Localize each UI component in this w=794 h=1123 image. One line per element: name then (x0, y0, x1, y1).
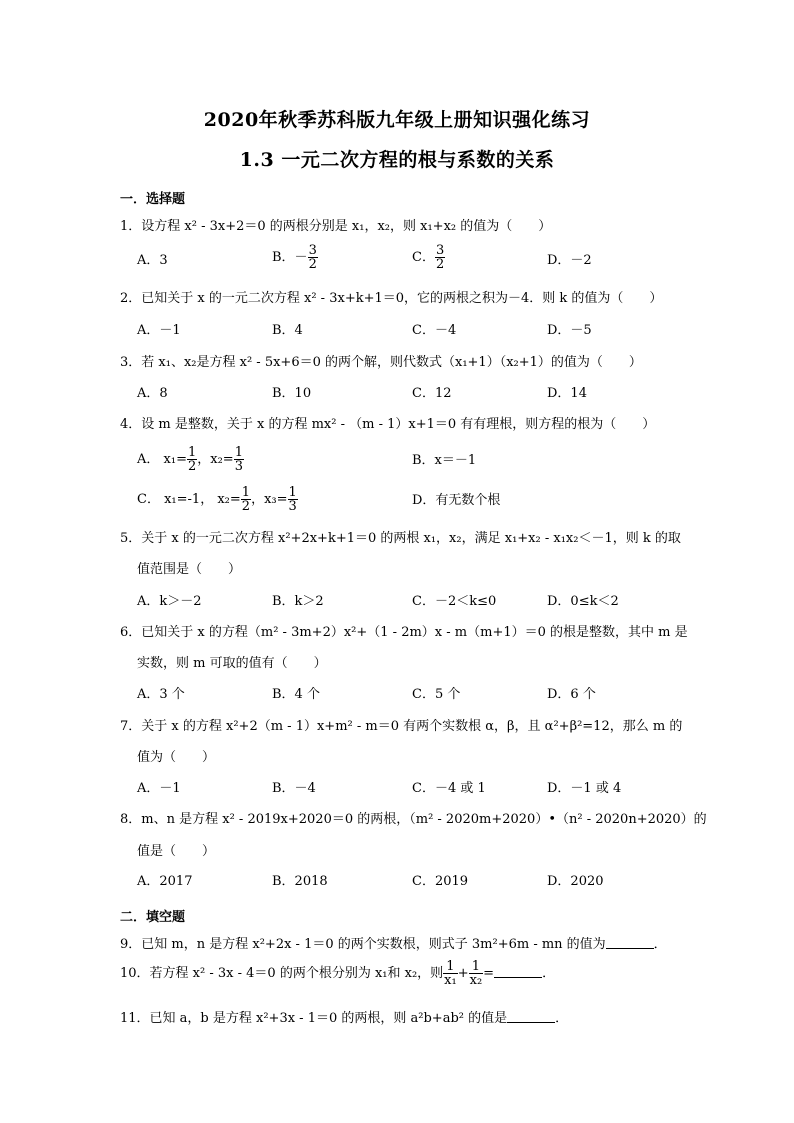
q4-option-c (137, 486, 298, 513)
q7-option-b: B．－4 (272, 781, 316, 796)
question-6-cont: 实数，则 m 可取的值有（ ） (137, 656, 327, 671)
q3-option-a: A．8 (137, 386, 168, 401)
question-3 (120, 354, 642, 372)
section-multiple-choice: 一．选择题 (120, 192, 186, 207)
q3-option-d: D．14 (547, 386, 587, 401)
root-label: x₂= (217, 492, 241, 507)
q4-option-b: B．x＝－1 (412, 453, 477, 468)
question-9 (120, 936, 667, 954)
plus-sign: + (457, 966, 469, 981)
question-number: 8． (120, 812, 142, 827)
option-label: C． (137, 492, 160, 507)
question-number: 11． (120, 1011, 150, 1026)
answer-blank[interactable] (606, 936, 654, 949)
q1-option-b (272, 244, 318, 271)
question-7 (120, 718, 682, 736)
question-number: 1． (120, 219, 142, 234)
question-number: 3． (120, 355, 142, 370)
question-number: 4． (120, 417, 142, 432)
q6-option-a: A．3 个 (137, 687, 185, 702)
q8-option-b: B．2018 (272, 874, 328, 889)
numerator: 1 (241, 485, 251, 500)
q8-option-c: C．2019 (412, 874, 469, 889)
numerator: 3 (308, 243, 317, 258)
question-number: 10． (120, 966, 150, 981)
numerator: 3 (435, 243, 445, 258)
fraction (187, 446, 197, 473)
numerator: 1 (187, 445, 197, 460)
denominator: 2 (241, 499, 251, 514)
q5-option-d: D．0≤k＜2 (547, 594, 619, 609)
question-text: 设 m 是整数，关于 x 的方程 mx² - （m - 1）x+1＝0 有有理根，则方程的根为（ ） (141, 417, 656, 432)
numerator: 1 (471, 959, 481, 974)
q2-option-a: A．－1 (137, 323, 181, 338)
question-text: 已知 m，n 是方程 x²+2x - 1＝0 的两个实数根，则式子 3m²+6m - mn 的值为 (141, 937, 606, 952)
numerator: 1 (446, 959, 455, 974)
question-7-cont: 值为（ ） (137, 750, 216, 765)
denominator: 3 (234, 459, 243, 474)
section-fill-blank: 二．填空题 (120, 910, 186, 925)
question-2 (120, 290, 662, 308)
denominator: 2 (435, 257, 445, 272)
page-subtitle: 1.3 一元二次方程的根与系数的关系 (239, 149, 555, 171)
question-number: 7． (120, 719, 142, 734)
page-title: 2020年秋季苏科版九年级上册知识强化练习 (203, 109, 591, 131)
q8-option-d: D．2020 (547, 874, 604, 889)
question-number: 9． (120, 937, 142, 952)
q2-option-d: D．－5 (547, 323, 592, 338)
q1-option-a: A．3 (137, 253, 168, 268)
q6-option-c: C．5 个 (412, 687, 461, 702)
question-10 (120, 960, 555, 987)
root-label: x₁=-1， (164, 492, 214, 507)
q5-option-b: B．k＞2 (272, 594, 324, 609)
q7-option-d: D．－1 或 4 (547, 781, 622, 796)
question-4 (120, 416, 655, 434)
q6-option-b: B．4 个 (272, 687, 320, 702)
q3-option-c: C．12 (412, 386, 452, 401)
q1-option-d: D．－2 (547, 253, 592, 268)
question-text-line1: 关于 x 的方程 x²+2（m - 1）x+m² - m＝0 有两个实数根 α，β，且 α²+β²=12，那么 m 的 (141, 719, 683, 734)
denominator: x₂ (469, 973, 483, 988)
fraction (241, 486, 251, 513)
denominator: x₁ (444, 973, 457, 988)
q2-option-b: B．4 (272, 323, 303, 338)
q1-option-c (412, 244, 445, 271)
question-text: 已知关于 x 的一元二次方程 x² - 3x+k+1＝0，它的两根之积为－4．则 k 的值为（ ） (141, 291, 663, 306)
question-text: 设方程 x² - 3x+2＝0 的两根分别是 x₁，x₂，则 x₁+x₂ 的值为（ ） (141, 219, 552, 234)
q7-option-a: A．－1 (137, 781, 181, 796)
q4-option-a (137, 446, 244, 473)
q5-option-a: A．k＞－2 (137, 594, 202, 609)
equals-sign: = (483, 966, 495, 981)
question-text: 若方程 x² - 3x - 4＝0 的两个根分别为 x₁和 x₂，则 (149, 966, 444, 981)
period: ． (653, 937, 667, 952)
fraction (443, 960, 458, 987)
answer-blank[interactable] (507, 1010, 555, 1023)
fraction (234, 446, 244, 473)
denominator: 3 (288, 499, 297, 514)
question-5-cont: 值范围是（ ） (137, 562, 242, 577)
question-1 (120, 218, 551, 236)
option-label: A． (137, 452, 160, 467)
question-6 (120, 624, 688, 642)
q2-option-c: C．－4 (412, 323, 457, 338)
question-text-line1: 已知关于 x 的方程（m² - 3m+2）x²+（1 - 2m）x - m（m+1）＝0 的根是整数，其中 m 是 (141, 625, 688, 640)
root-label: ，x₂= (197, 452, 234, 467)
q5-option-c: C．－2＜k≤0 (412, 594, 497, 609)
root-label: ，x₃= (251, 492, 288, 507)
denominator: 2 (308, 257, 317, 272)
question-number: 6． (120, 625, 142, 640)
fraction (308, 244, 318, 271)
q8-option-a: A．2017 (137, 874, 193, 889)
fraction (288, 486, 298, 513)
answer-blank[interactable] (494, 965, 542, 978)
denominator: 2 (187, 459, 197, 474)
question-text: 已知 a，b 是方程 x²+3x - 1＝0 的两根，则 a²b+ab² 的值是 (149, 1011, 508, 1026)
q3-option-b: B．10 (272, 386, 312, 401)
q4-option-d: D．有无数个根 (412, 493, 501, 508)
question-text-line1: 关于 x 的一元二次方程 x²+2x+k+1＝0 的两根 x₁，x₂，满足 x₁+x₂ - x₁x₂＜－1，则 k 的取 (141, 531, 681, 546)
fraction (435, 244, 445, 271)
period: ． (555, 1011, 569, 1026)
numerator: 1 (288, 485, 297, 500)
question-8 (120, 811, 707, 829)
question-8-cont: 值是（ ） (137, 844, 216, 859)
question-5 (120, 530, 681, 548)
root-label: x₁= (163, 452, 187, 467)
option-label: C． (412, 250, 435, 265)
numerator: 1 (234, 445, 243, 460)
fraction (469, 960, 484, 987)
question-text-line1: m、n 是方程 x² - 2019x+2020＝0 的两根，（m² - 2020m+2020）•（n² - 2020n+2020）的 (141, 812, 707, 827)
q6-option-d: D．6 个 (547, 687, 596, 702)
question-11 (120, 1010, 568, 1028)
question-number: 5． (120, 531, 142, 546)
question-text: 若 x₁、x₂是方程 x² - 5x+6＝0 的两个解，则代数式（x₁+1）（x₂+1）的值为（ ） (141, 355, 642, 370)
q7-option-c: C．－4 或 1 (412, 781, 486, 796)
question-number: 2． (120, 291, 142, 306)
period: ． (542, 966, 556, 981)
option-label: B．－ (272, 250, 308, 265)
